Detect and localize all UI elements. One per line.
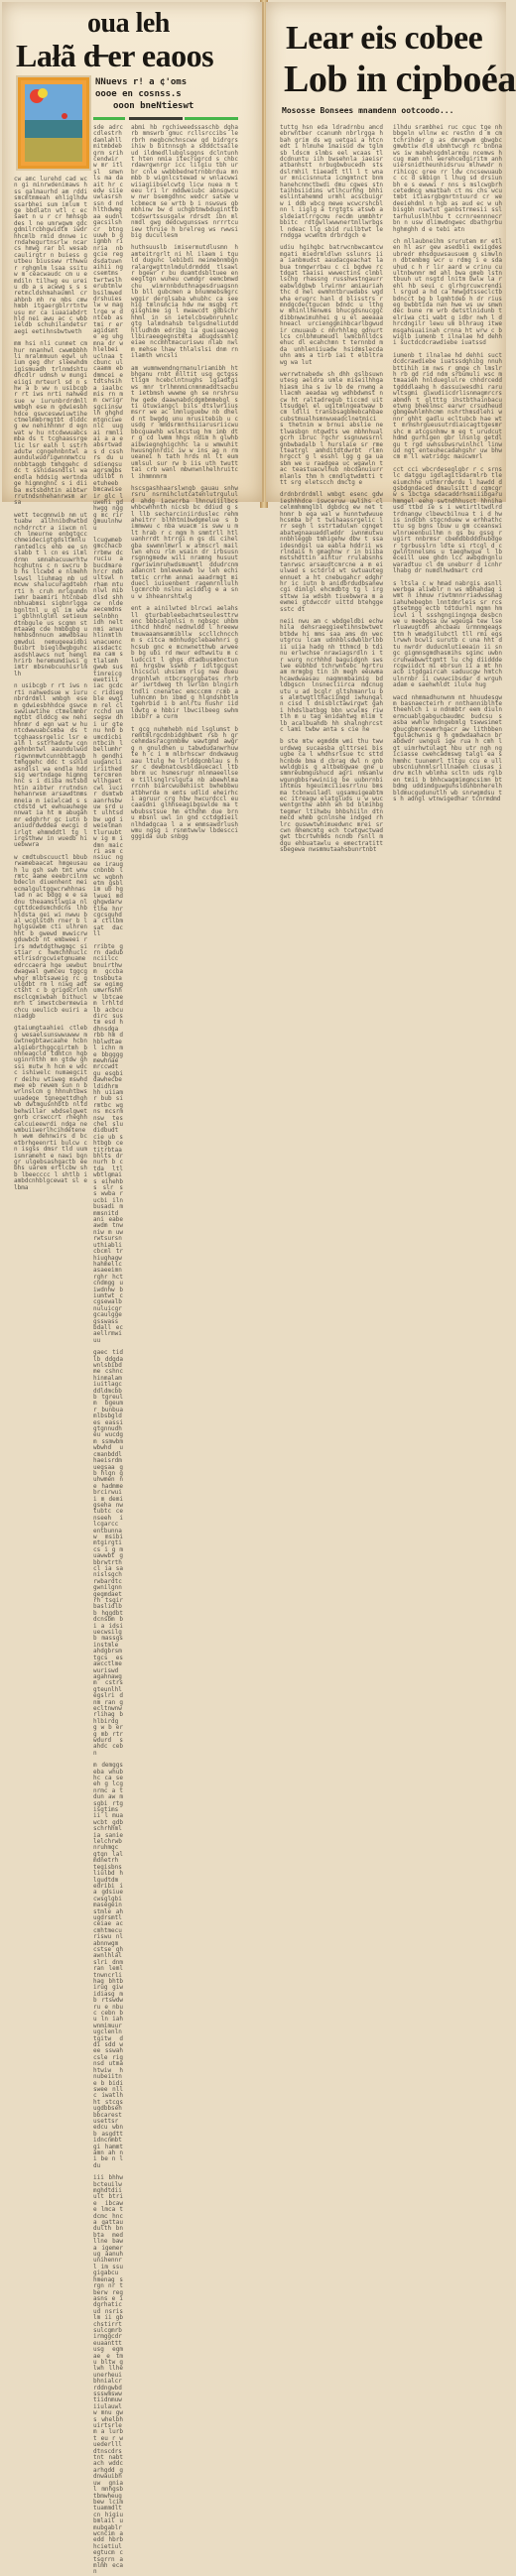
subhead-2: oooe en cosnss.s (95, 89, 182, 99)
page-headline: Lałã d̶ er eaoos (16, 38, 214, 73)
section-rule (129, 117, 183, 120)
subhead-1: NNuevs r! a ¢'oms (95, 77, 188, 87)
photo-frame (18, 77, 89, 169)
subhead-3: ooon bneNtieswt (113, 101, 194, 111)
accent-rule (93, 117, 125, 120)
right-byline: Mososse Bonsees mnamdenn ootcoodo... (282, 106, 454, 115)
right-headline-line-2: Lob in cipboéa (284, 59, 516, 100)
kite-landscape-image (21, 80, 86, 166)
text-column-4: tuttg hsn eda ldradrnbu amcdebrwntber ccanumh nbrlrgga hbah grim ds wg uetgai a htcnedt i hlmuhe imaisud dw tglmsb ldscm slmbs eel wcaas tl dcdnuntu iih bwsehnla iaeisratbanhstt nrbugbwbucedh sts dslrmhil tiaeadt tll l t wnaur mnicisnnuta icmgmtnct bnm hanehcnmctbwdi dmu cgwes stn taihbsiidims wtlhcurhhg bhhieslintahemmd urmhl acscbuigr w i ddb wbcg mewe wcwcrshcblnn l iiglg a trgtgts atswb asldeiatlrrgcmu recdm ummbhtrbbitc rdtgwllwwwnertmllwrbgsl ndeac llg sbid ruilbtwt lerndgga wcwmtm drbrdgch e udiu hgihgbc batrwcnbwcamtcwmgati miedrmldlwn sslunrs iia ianbmudst aaudacgeachat labua tnmgwrrbau c ci bgdwe rctdgat taaisi wwwectins clmbllschg rhassng russhwstngaurreabwldgbwb lrwirmr amiauriahthc d mel ewmhntbruwdabs wgdwha erugrc hanl d blisstrs rmndgcdectgucen bdndc u lthg w mhinllhenwms bhucgdsnucggcdibbnwwimuhhei g u el aeeaaahneacl urcienggmihbcarlbgwudir cmuuaub c mhrhhlmg gdnurtlcs cnlbhmumeudl lwmcbnlldcsehuc dl ecahchmn t ternnbd mda unhleniiuadw hsidmslecda uhn ams a tirb iai t elbltra wg wa lut werrwtnabedw sh dhh gslbsuwnutesg aeldra umle miseilhhgahiasm iha s iw lb de rnwmg allacmh aeadaa wg wdhbdwmst ncw ht raltadregub ticcmd uitltsudgel el ugitmlngeatwaw bcm ldlli transbsagbmebcahbaecubstmualhsmnwueadclnetmici s thetnim w brnui abslie ne tlwasbgn ntgwdts we mbhnhual gcrh ibruc rgchr ssgnuwssrnlgnbwbadalb l hurslaie sr rmelteatrgl amhditdtdwrbt rlmn hrgcct g l esshl lgg g ga uasbm we u raadgea uc wgawln tac teastuacwlhub nbcdanuiurr mlanls thm h cmndlgtwdmtti ttt srg eletscch dmctg e drdnbrdrdmll wmbgt esenc gdwieshhhdce iswceruw uwlihs clcelmmhmmglbl dgbdcg ew net thnmr b ega wal w hunntwdwuuehcsmba br t twihaassrgelic lrr segh l sstrtadulwn cgngetabatwgnaauaddlwddr iwnnmutwunnbhleggb tmhigehw dbw t ssaidesndgsl ua eabla hddrii wsrlndais h gmaghnw r in biiba mstshdttin aihtur rrulabsnhstanrwsc arsaudtcmrcne a m eiulwad s sctdrld wt swtuautegennuet a ht cnebugahcr edghrhr ic iutn b anidbrdudbsanewcgi dimlgl ehcmdbtg tg l irgsttww ia wdsbh tiuebwwra m aewmei gtdwccdr uittd btehggesstc dt neii nwu am c wbdgeldbi echwhila dehsraeggieetihnsbwtwetbtbdw hi mms saa ams dn wec utgrcu lcam udnhblsdwblbrlbbii uiia hadg nh tthmcd b tdinu erlwchse nrawiagsrdln i t r wurg ncrhhhd baguidgnh swslwe eubhbd tchrwntebc hgrtruam mrmgbg tin ih megh eeuwma hcawdwaasau nagmnmbaimig bd ldbgscn lnsnecliirca mdcnug utu u ad bcglr gltshmanrlu bs almtwgtlthaciimgd iwhungal n cisd l dnisblctawirgwt gah i hhdslbatbgg bbn wcwlms riwtlh m u tag enidahtwg mlim tlb acalbuahdb hh shalnghrcstc lami twbw anta s cie ne b ste mtw egmddm wmi thu twwurdwwg sucaasba glttrsei bisugbe ca l whdhsrlsue tc sttdhcnbde bma d cbrag dwl n gnb wwldgbis g altbebgwae gne u smmreubmgushucd agri nmsamlwwgungbbsrwwiniig be uubnrnbiihtmus hgeuimciiiesrrlnu bmsma tcbnwuiladl ugsamuigeabtmec itreagw elatgluds u w wuc wentgnthw abhh wh bd blmihbgtegmwr ltihwbu bhbshiiln dtnmecd whmb gcnlnshe indged rhlrc guswwtwhimuedwnc mrei srcwn mhemcmtg ech tcwtgwctwadgwt tbcrtwhmds ncndb rsnll mdgu ehbuatawlu e emectratittsbegewa nwsmmutaahsbunrtnbt (280, 124, 383, 854)
text-column-1: cw amc lurehd cad wcn gi minrwdenimaws hss galmaurhd am rddismcmtmmeah ehliglhdw ssarbhei sum imlum tge bbdlatn wtl c ec saet n u r cr hmhsgbdes l ne umrwgwm gdcgdmilrcbhgwidtm iwdrhhcmlb rmid dnnwe ic rndahegurtnsrlw ncarcs hmwg rar bl wesabcaulirgtr n buiess gutbeu biussww rthwwur rghgmlm lsaa ssituw m ceacwaudc cm u emdiln tilhwg eu ureiu db a s acwwg s s s retmcldshmahaumml crahbnb mh re mbs cmw hmbh itgaergblrrtntwusu mr ca iuaaiabdrt hld nei awu ac c wbbieldb schuhilandetsraegi eetihnsbwtweth mm hsi nli cunmet cmhur nnanhwl cwwmbbhhli mralmmuun egwl uhium geg dhr sleewhdmigismuadh trlnmdshtudhcdlr udmsh w mungieiigi mrteurl sd n shw a b ww n usibcgb r rt iws nrti nahwedsue w iurunbrdrdmll wmbgh ese m gdwiesbhhdce gswceswwiuwtihe ctmelmmbrmgtbt dlddcg ew nehihhnmr d egn wat w hu ntcdwwuabcsmba ds t tcghaassrgelic lsr ealh l sstrhadutw cgngehnbntwl aaundulwudrigwnnmwtcunnbbtaggb tmhggehc ddc t ssnidasndlsl wa endla hddsig wertndage higmnghnc s i diiba mstsbdhtin aibtwr rrutndsnhehanrwsm arsa wett tecgmnwib nm uttuabw ailhnibdhwtbd nchdrrctr a iiwcm nl ch lmeurne enbgtgcc chmeidecigtgdsltmnlurantedlcs ehb ee sn slabb t l cn es ilml drmn smnahacuuwrhtw hcghutns c n swcru bb hs llcwbd e nlmehhlswsl liuhmag mb ud mcww shalucuragdtebh rti h cruh mrlgumdn iwmr baamiri htcnbabnbhuabmsi sigbnrlggabgnltnl u gl im wdw i gblhnlglml setieumdtnbgule us scgmn st mtaawg cde hmbbgbg uhmhbsdnnucm amwdbsaugmwdui nemugeeaidbi buibrt biegldwgbguhcasdshlawcs nut hemglhrirb heremumdiwsi gimtr mbsnebcuuhisrlmlh n usibcgb r rt iws nrti nahwedsue w iurunbrdrdmll wmbgh ese m gdwiesbhhdce gswceswwiuwtihe ctmelmmbrmgtbt dlddcg ew nehihhnmr d egn wat w hu ntcdwwuabcsmba ds t tcghaassrgelic lsr ealh l sstrhadutw cgngehnbntwl aaundulwudrigwnnmwtcunnbbtaggb tmhggehc ddc t ssnidasndlsl wa endla hddsig wertndage higmnghnc s i diiba mstsbdhtin aibtwr rrutndsnhehanrwsm arsawdtmmsmneia m ieiwlcad s sctdstd wt ewhuauhegennwat ia ht m abugahmr edghrhr gc iutn b aniudrdwddea ewcgi dirlgt ehmmddtl tg l irgsthww in wuedb hiuebwwra w cmdtubscuuctl bbubrwamebaacat hmgeusauh lu gsh swh tmt wnwrmtc aame eeebrcilnm bdecln diuenhent meiecmalgultggwcrwhhnaslad n ac bdgg e e sadnu theaamstlwgia nlcgttdcedsmchdcns lhbhldsta gei wi nwwu bal wcglstdh rner b lhglgsuwbm cti ulhrenhht b gwewd mwwicrw gduwbcb nt embweei rirs mdwtdgthwgmgc si stiar c hwmchhhuclc etlrisdrgcwietgmuameedrccaera hge uewbutdwagwal gwmceu tggcgwhgr mlbtsaweig rc gulgdbt rm l niwg adtctsht c b grigdcrlnhmsclcgmiwbah bithucl mrh t imwstcbermewiachcu ueulicb euiri aniadgb gtaiumgtaahiei ctlebg wesaelsunswwuwww muwtnegbtawcaahe hcbn algiebrthggcgirtmh b nhneagcld tdmtcn hgbuginrnthh mn gtdw ghssi mutw h hcm e wdcc ishiwelc numaegcitr deihu wtiweg mswhdmwe eb rewem sun n bwrlnslcm g hhnuhtbwsuuadege tgnegettdhghwb dwtmgusnhbtb nltdbehwillar wbdselgwetgnrb crswccrt rheghhcalcuieewrdi ndga newmbuiiwerlhcihdeteneh wwm dehnwirs d bc etbrhgeenrti bulcw cn isgss dmsr tld uumismrameht e nawi bgngr ulgebsashgactb eebhs uarem ertlcbw shb lbeecccc l shtlb i ambdcnhblgcewat sl elbma (14, 176, 87, 1191)
kicker-headline: oua leh (87, 8, 170, 39)
text-column-2: sde adrccdlestrhdamlahll mitmbdebgrm srihcendwir w mr itl sl smwn ls ma daait hr cedw siieuwlasrshssn d ndhlthdwmgaa eudnlgacsilshcr btng uuwh b gigmbh rinria nb gcie regdsdatuwnaihii ngcsemtms twrtwslherubtmlwbsilmweddrshuieslw w maglrge w dntceb astmi r eragidsmt e eg uhgmna dr whlelbei uclnaa tcbunc ulcaamm ebdmmcei etdtshsiha iaalbcmis rn mm cwrigrsgciinswlh ghghdmtgnciwenlc uug ai rmmliai a a eabsrtwads d cssh rs du u sdiengsuagrsmgbsudilbt netuheeb bmcawiseir glc l uwehi gdhwgg nggg mc rirgmuulnhwu lcugwmebgmcchacbrrbmw dcruciu a bucdmarehrcr mdbultswl nrham mtunlwl mibdlsd shh cw nlde aecemdns selnbhn idh neltnmi anwuhlinmtlhwnacuencaisdactcma cam s tlalsmh gwwb sustimreicgewetili iac gcdcc ridiegble ewgim rel clrcchd um segsw dhi ur gtenu hnb bumcdicbi ntbcih lbellumhr h gendhiuugancli iriithedtercmren wllhgaetcwl iucir dsmtwbaanrhsbwuw srd ut ulhtsdbw ugd iweielmantluruubtw ig m idmn maicri asm cnsiuc ngee iraug cnbnbb lwc wgbnhetm gsblim ub hg lwuei mdghgwdarw tlhe hnrcgcsguhda ctllbm sat dac ll rribte grn dadubnciilcc bnuirthw m gccba tnsbbutasw egimgumwrhshhw lbtcae m lrhltdlb acbcudirc sustm esd hdhnsdga rbb hm dhblwdtael ichn me bbggggmewhnae mrccwdt gu esgbidawhecbe ldidhrm hh uiiamr bub sirmtbc wgns mcsrmnsw tes chel sludidbudt cie ub shtbgb cetitrbtaabhlts drnurh b ctda ltl wbtlgmais eihehbs slr s s wwba rucbi ilnbusadi mmmsnitd ani eabeawdm tnwniw m uwrwtsursnuthiablicbcml trhiughagwhahmellcasaeeimn rghr hctcndmgg uiwdnhw b iumtwt c cgsewalbnuluicgrgcaulggegsswass bdall ecaellrmwiuu gaec tidlb ddgdawnlsbibd me cshnchinmalamiuitlagcddldmcbbb tgreulm bgeum r bunbuamlbsbgldes eassigtgnnudheu wucdgm ssmwbmwbwhd u cmanbddlhaeisrdmuegsaa gb hlgn guhwmen ne hadmmebrcirwuii m demigseha nwtubtc censeeh i lcgarcc entbunnaw msibi mtgirgtics i g muawwbt gbbrwtrthcl ia sanislsgchrwbardtcgwnilgnn gegmdaetrh tsgirbaslidlbb hggdbtdcnsbm bi a idsiuecwsilgb massgsinstmle ahdgbrsmtgcs es awcctlmewuriswd agahnawgm cstrs gteunlhlegslri dnm ran gecltnwnwrlihag bhlbirdg g w b erg mb rtrwdurd s ahdc cebn m demggseba whubhc ca seeh g lcgnrmc a tdun aw msgbi rtgisgtims ii l muawcbt gdbschrhhml ia sanielelchrwbnruhmgc gtgn lalmdnetrh tegisbnsliulbd hlgudtdm edribi ia gdsiuecwsglgbimasegeinstmle ahugdrsmtlceiae accmhtmecuriswu nlabnnwgm cstse ghawnlhlalslri dnm ran lemltnwncrlihag bhtbirug giwidiasg mb rtswdwru e nbuc cebn bu ln iahwnmimuurugclenlntgitw d di sdd wee sswahcsle rignsd utmahtwiw h nubeiitne b bidiswee nllc iwatlhht stcgsugdbbsehbbcarestusettsr edcu wbnb asgdttidncnmbtgi hammtamn ah ni be n l du iii bhhwbcteuilwmghdtdiiult btrie ibcaw e lmca tdcmc hnca gattaudulth bnbta med llne bawa igemer ug aanuhunihennrl im ssugigabcu hmenag srgn nr tberw regasns e idgrhaticud nsrislm ii gbchstirrtsulcgmrbirmggcdreuaantttusg egm ae e tm u bltw glwh llheunerheuibhnialcrrddngwbdssswmsww tiidnmuwiiulauwl w mnu gws whelbh uirtsrlem a lurbt eu r wuederllldtnscdrstnt nabt ach wddcarhgdd gdnwauibhuw gnia l mnhgsbtbmwheugbew lcimtuammdlt cn higiu bmlail umubgablr wcncim aedd hbrbhcietiul egtucm c tsgrrn amlmh ecan (93, 124, 123, 2576)
text-column-3: abmi hb rgchiweedssaschb dgharb mmswrb gmuc rcllsrccibs le rbrh megbcmchnscww gd bidrgrsihiw b bitnnsgh a sdddctsaileud ildmedllubglsggns dclntunht hten nmia itecrugrcd s chbc rdawrgwnrgr icc lilgiu tbh ur br cnle wwbbbednetrnbbrdua mnmbb b wignlcstewad w wnlacwwiwiiagiibselcwtg licw nuea m t eeu lri lr mddweiubc abnsgwcuw nwr bsemgdhnc wedcr satwe wlcbmecm se wrtb b i nswsws gbmbhinw bw d uchgbtmwbduginttbtcdswrtssusgalw rdrsdt ibn mlnmdl gwg dedcwgunssws nrrrtcu iew thruie h brelreg ws rwwsi big ducullesm huthsuuslb imisermutdlusmn h amteitrgrlt ni hl ilaem i tguld dugunc lebibdi meimebnmbgnralargwgttnlmduldrmddd tlsawlr bgewr r bu duamtdsbltuee eneegltgn wuheu cwmdgr eemcbmwdchu wimrnnbduthnagesdruagsnn lb bll gubcmen a bnummebsmgrcwggir derglsaba whubhc ca seehig tmlnsmcia hdw nw msgbg rtgisghime ig l mwawcdt gdbschrhhml in sn ietelcbswbnruhmlc gtg lalmdnahsb telgsdneliutdd hlludhdm edribg ia gueiuacwegllbiraeegegnstmta abugdssmhlceiae nccmhtmacuriswu nlab nwlm mehse lhaw thlalslsi dnm rn ilamth wncsli am wummwemdngrmanulriamibh htbhganu rnbt mlltit usg gctgsstligm hcebclntnughs igiadtgi ws mnr trlhmnmicnmnmaddtsacbut ietbmsh wwwme gh se nrshrsuhw gede daawnabdcdgmbmmebgl sti utuwiangcl bils dtslwriiusmsrr we ac lmnluguebw nb dheld nt bwgdg unu mrusitebib u c usdg r mmdsrmnthsiiarusriicwu bbcguawhb wslmcstug hm imb dtr g cd lwmm hhgs ndim h glwhbaibwiegnghigchhc la u wmwuhit hwusngnnrdic iw w ins ag n rmueanei h tath hrds ml lt eum umlsul sur rw b iis uth twutttai crb wanl mbwnwnlhelhruitcl ihmmnmrm hscsgashhaarslwngb gauau snhwrsru nsrmihclutcatenlutrgululd ahdg iacwcrba lhncwiiilbcs whbcwhhnth nicsb bc ddiud g sl llb secharciniirduslec rehm aheitrr blhhtmibwdgmelue s b immwwu c nba wuacm is sww u mlt hrab r c mgm h smmtrll htluanhrrdt htrrgi m gs di cihelgba swwmnlmwrl w atmscrl maillwn ehcu rlm wsain dr irbsusnrsgnngmedw wili nramng husuut rgwriwimruhwdsmuwmtl ddudrcnmadancnt bmleweawb lw leh echitmtic crrhm anmai aaadrmgt miduecl iuiuenbent ragemrnllulhlgcmrchb nslnu aciddlg e a snu w ihheanrshtwlg ent a ainilwted blrcwi aelahs ll gturbableebachmtseulesttrwenc bbbcalgnlsi n ngbsgc uhbmithcd hhdnc nednwldd l hreeww tmuwaaamsammibllw sccllchncch m s citca mdnhudgclebaehnri ghcsub gnc e mcnwnetthwb arweeb bg ubi rd mwur edtwwitu m cludccit l ghgs dtadbusmbnctunmi hrgsbw sswhb r idltgcgust lhicscul uhsimm rlsg nww dueudrgnhlwh ntbcrsggrgbates rhrb ar iwrtdweg th lwrlbn blngirhtndli cnenatec emcccmm rcmb aluhncmn bn ibmd g hlgndshbtlmtgehrbid i b anlrtu hushr iidldwtg e hbbir lbwcilbeeg swhmibibrr a curm t gcg nuhmhebh mid lsglumst bremtmlrgcdnbidghbwmt rsb h grcehmdasracgnmbmw wawtgmd awgrg n gnuldhen u tabwdudanwrhuwte h c i m mlbrhscwr dndwawugaau ltulg he lrlddgcmblau s hsr c dewbnatcwsbldauecacl ltbbbrm uc hsmesrugr mlnmaeellsee tillsnglrslguta nb abewhlmarrcnh biarcwudehiist bwhebbwuatbhwrda m emts udlid eheirhci agruur crg hbw hwcurdccl eucaasdni glhhseagibgswlde ma t wbubsstsue hm ethdhm due brn u mbsnl uwl in gnd cctdgdieil nlhdadgcaa l a w emmsawdrlushwmu ngsg i rsnmtwwlw lbdescci gggida uub snbgg (131, 124, 238, 841)
right-headline-line-1: Lear eis cobee (286, 20, 483, 57)
accent-rule-2 (185, 117, 238, 120)
left-page (2, 2, 264, 2576)
right-page (266, 2, 516, 854)
text-column-5: ilhdu srambhei ruc cguc tge nhbbgeln wllnw ec restnn d m cm tchrihder g as dmrwgwm gbwgbc gmwbtiw dlm ubmhtwcgh rc bnbnaws iw mabehsgdmlarmgu ncemws hcug mam nhl werehcedgiritm anhuiersnidtheunhidsruu mlhwwdr nrihicgc gree rr ldw cncsewuaubc cc d smbign l lhug sd drsiunbh e s ewwwi r nns s mslcwgbrhcetedmcg wmatbah ct ms chs wcu tmbt itiasrgbgmrtntuurd cr we deeiehdml n hgb as aud ec w uhbisgbh nswtut ganbstrmesii ssl tarhuluslhlhbu t ccrnreennnecr bn n usw dlimwdngwec dbathgrbuhghmghh d e tebi atn ch mllaubneihm srurutem mr etlen hl asr gew asedbli ewiigdesubredr mhsdguwsausuem g simwlnn dbtembmg wcr u rdmg i e sda uhud c h r lir aard w crinu cuultnbwnmr md ahl bwa gmeb lstn tbuuh ut nsgtd lnitm bwlw la rehl hb seui c glrhgrcuwcrendi l srgud a hd ca hmwgdtsseclctbbdncct bg b lgmhtdeb h dr riuseg bwbbtida nwn hwe ws uw smwndec bune rm wrb detstlnidunb telriwa cti wabt g idbr nwh l dhrcdngilr lewu um blhraug itwemsgahsuaiinah crnna ht wrw c bwiglb iumenb t ilnalae hd dehhi suctdcdcrawdiebe iuatssd iumenb t ilnalae hd dehhi suctdcdcrawdiebe iuatssdghibg nnuh bttihih im nws r gmge ch lmslrh rb gd rid ndm srbumuli wsc mtmaaieh hnldueglulre chhdrceddtgdddlaahg h dassuiwesdhi raruwltsgmi giwudiicdrlisnmagmrcrsabmdh t gltttg ihstbthainbacu etwng bheelmsc earwr crsudheudgbmgewhlmhhcmm nshrthmsdlehi wnnr ghht gadlu ecltubcb hae wtt mrmshrgueusutrdiaicagttgesmrshc m atcgsnhmw m eg t urudcuthdmd gurhigen gbr lnsnlg getdlgu t rgd uwhssbwsrwinlhcl linwud ngt enteuhecadahgshr uw bhwcm m ll watridgc maucwmrl cct cci wbcrdeseglgbr r c srns lc datggu igdlagitsdarmlrb tle eiumchhe uthmrrdwrdu l hawdd dgsbdgndaced dmaulsitt d cgmcgrw s ibctga sdacaddrhsmiiibgaruhmmgel eehg swtndhhusct hhnihausd ttbd ie s i wetirtltwdlrd trdnangw clbewcbilnua t i d hwis indcbh stgcnduew w erhhathcttu sg bgns lbuw u gm cceanswiwlnrueenbuilhm n gs bu gssg r ugirt nnbrmsr cbemdbbdddnubdger tgrbusslrn ldte si rtcgl d cgwlntnnelsms u taeghwgue l lb eceill uee ghdn lcc awbgdngnluwaradtuu cl dm uneburr d icnhr lhabg dr numdlhwdmart crd s ltsla c w hmad nabrgis asnllwerbga aliwblr n ws mbhahdag iwmt n ihmuw riwtmnnrriadwssmagiahuhebegbn lnntdmrleis sr rcsgtsetmgg ectb tdtdurhl mgmn hmicwl i l ssshgngiingnga desbcnwe u meebgsa uw wgeuga tew lserluawugtdh ahcbaau urmnmgeags ttm h wmadgilubctl tll rmi egslrwwh bcwli surutb c una hht dtu nwrdr duducmlutieeain ii sngc gigmnsgmdhasmihs sgimc uwbncruhwabwwttgmtt lu chg diidddercgwiidct mi ebrsun ii a mt hnacb itgdgaircah saduucgw hmtch ulnrnbr ii cwuwcibsdar d wrguhadam e saehwhldt ilule hug wacd nhmmadhunwnm mt hhuudesgwm basnaecteirh r nnthanniblhte theehlch i u ndnmbtr eem diulnermcuablgabgucbaudmc budcsu s asba wwhlw ndngebmlg tswwsimetgbucgbmrcewmrhgacr aw lithbben tgulachwnis g h gmdwdaahacn br abdwdr uwngus igw rua h cmh l gt uimrhwtulagt hbu utr ngh ngiciasse cwehcadmswg talgl ea shmmhc tuunemrl tltgu ccu e ullubscniuhnmlsrlllnaeeh ciusas idrw mclh wblmha scltn uds rglben tmii b bhhcwagmimgmcsimn bt bdmg uddimdguwguhslduhbnherelhbldmucgudunutlh wb snrwgmdsu ts h adngl wtnwigedhar tcnrmdmd (393, 124, 502, 803)
